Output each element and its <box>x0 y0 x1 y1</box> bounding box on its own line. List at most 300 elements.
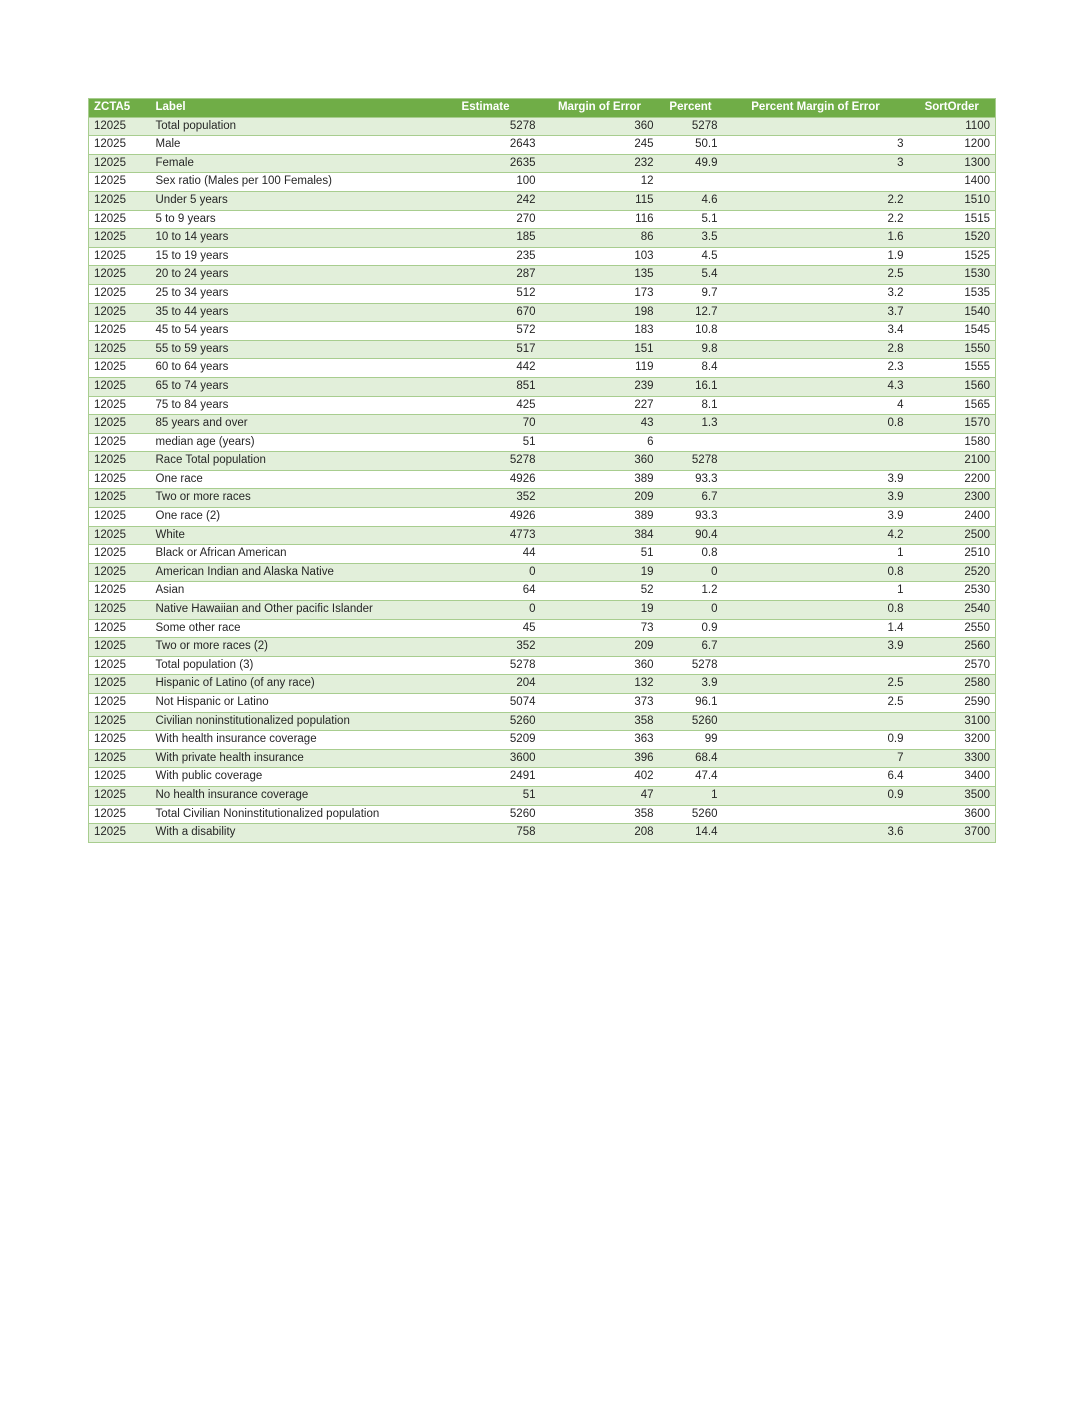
cell-percent: 3.5 <box>659 229 723 248</box>
cell-percent: 6.7 <box>659 638 723 657</box>
cell-estimate: 5260 <box>431 805 541 824</box>
cell-zcta5: 12025 <box>89 396 151 415</box>
cell-estimate: 517 <box>431 340 541 359</box>
cell-margin_of_error: 116 <box>541 210 659 229</box>
cell-percent_margin_of_error <box>723 117 909 136</box>
cell-percent: 47.4 <box>659 768 723 787</box>
table-row <box>89 173 996 192</box>
cell-percent: 96.1 <box>659 694 723 713</box>
cell-sort_order: 1520 <box>909 229 996 248</box>
cell-zcta5: 12025 <box>89 154 151 173</box>
cell-margin_of_error: 151 <box>541 340 659 359</box>
cell-sort_order: 2510 <box>909 545 996 564</box>
table-row <box>89 656 996 675</box>
cell-sort_order: 1535 <box>909 284 996 303</box>
cell-percent_margin_of_error: 2.5 <box>723 266 909 285</box>
cell-label: Total population (3) <box>151 656 431 675</box>
cell-zcta5: 12025 <box>89 377 151 396</box>
cell-percent_margin_of_error: 1.4 <box>723 619 909 638</box>
cell-margin_of_error: 232 <box>541 154 659 173</box>
cell-estimate: 5074 <box>431 694 541 713</box>
cell-label: median age (years) <box>151 433 431 452</box>
cell-percent_margin_of_error <box>723 452 909 471</box>
cell-margin_of_error: 358 <box>541 712 659 731</box>
cell-zcta5: 12025 <box>89 452 151 471</box>
cell-label: Not Hispanic or Latino <box>151 694 431 713</box>
cell-percent_margin_of_error: 4.2 <box>723 526 909 545</box>
cell-zcta5: 12025 <box>89 601 151 620</box>
cell-percent: 9.8 <box>659 340 723 359</box>
cell-margin_of_error: 43 <box>541 415 659 434</box>
table-row <box>89 229 996 248</box>
table-row <box>89 563 996 582</box>
cell-percent_margin_of_error: 0.9 <box>723 731 909 750</box>
cell-label: Female <box>151 154 431 173</box>
cell-label: Hispanic of Latino (of any race) <box>151 675 431 694</box>
cell-percent: 49.9 <box>659 154 723 173</box>
cell-margin_of_error: 52 <box>541 582 659 601</box>
cell-margin_of_error: 103 <box>541 247 659 266</box>
cell-percent_margin_of_error: 4 <box>723 396 909 415</box>
cell-sort_order: 1100 <box>909 117 996 136</box>
table-row <box>89 415 996 434</box>
table-row <box>89 805 996 824</box>
cell-estimate: 5278 <box>431 117 541 136</box>
cell-estimate: 51 <box>431 433 541 452</box>
cell-label: Civilian noninstitutionalized population <box>151 712 431 731</box>
cell-label: 35 to 44 years <box>151 303 431 322</box>
cell-percent: 4.5 <box>659 247 723 266</box>
cell-estimate: 5278 <box>431 656 541 675</box>
cell-zcta5: 12025 <box>89 638 151 657</box>
cell-percent_margin_of_error: 3.9 <box>723 638 909 657</box>
cell-sort_order: 1540 <box>909 303 996 322</box>
table-row <box>89 322 996 341</box>
cell-label: With a disability <box>151 824 431 843</box>
cell-percent_margin_of_error: 3.4 <box>723 322 909 341</box>
cell-zcta5: 12025 <box>89 619 151 638</box>
cell-sort_order: 1515 <box>909 210 996 229</box>
cell-label: 45 to 54 years <box>151 322 431 341</box>
cell-zcta5: 12025 <box>89 582 151 601</box>
table-row <box>89 545 996 564</box>
cell-sort_order: 1300 <box>909 154 996 173</box>
column-header-label: Label <box>151 99 431 118</box>
cell-percent_margin_of_error: 3 <box>723 154 909 173</box>
table-row <box>89 786 996 805</box>
table-header <box>89 99 996 118</box>
cell-percent_margin_of_error: 3.9 <box>723 470 909 489</box>
cell-sort_order: 1560 <box>909 377 996 396</box>
cell-percent_margin_of_error: 1.9 <box>723 247 909 266</box>
cell-percent: 93.3 <box>659 508 723 527</box>
cell-sort_order: 2590 <box>909 694 996 713</box>
cell-zcta5: 12025 <box>89 303 151 322</box>
cell-estimate: 2491 <box>431 768 541 787</box>
cell-sort_order: 2580 <box>909 675 996 694</box>
cell-zcta5: 12025 <box>89 489 151 508</box>
cell-margin_of_error: 19 <box>541 563 659 582</box>
table-row <box>89 377 996 396</box>
cell-sort_order: 1400 <box>909 173 996 192</box>
cell-percent_margin_of_error <box>723 433 909 452</box>
table-row <box>89 452 996 471</box>
cell-sort_order: 1530 <box>909 266 996 285</box>
cell-margin_of_error: 227 <box>541 396 659 415</box>
table-row <box>89 303 996 322</box>
table-row <box>89 749 996 768</box>
cell-percent: 10.8 <box>659 322 723 341</box>
cell-sort_order: 3300 <box>909 749 996 768</box>
cell-percent: 5260 <box>659 712 723 731</box>
cell-percent: 1.2 <box>659 582 723 601</box>
cell-estimate: 235 <box>431 247 541 266</box>
cell-zcta5: 12025 <box>89 563 151 582</box>
table-row <box>89 768 996 787</box>
column-header-estimate: Estimate <box>431 99 541 118</box>
cell-estimate: 4926 <box>431 508 541 527</box>
cell-sort_order: 2200 <box>909 470 996 489</box>
cell-percent_margin_of_error: 2.2 <box>723 191 909 210</box>
cell-zcta5: 12025 <box>89 526 151 545</box>
cell-zcta5: 12025 <box>89 805 151 824</box>
table-row <box>89 210 996 229</box>
cell-sort_order: 2500 <box>909 526 996 545</box>
table-row <box>89 508 996 527</box>
cell-margin_of_error: 119 <box>541 359 659 378</box>
cell-label: Total population <box>151 117 431 136</box>
cell-percent: 8.1 <box>659 396 723 415</box>
table-row <box>89 712 996 731</box>
table-row <box>89 619 996 638</box>
cell-label: Two or more races <box>151 489 431 508</box>
cell-sort_order: 3600 <box>909 805 996 824</box>
cell-estimate: 2635 <box>431 154 541 173</box>
cell-zcta5: 12025 <box>89 266 151 285</box>
cell-estimate: 287 <box>431 266 541 285</box>
cell-estimate: 44 <box>431 545 541 564</box>
cell-zcta5: 12025 <box>89 768 151 787</box>
cell-percent: 93.3 <box>659 470 723 489</box>
cell-label: Total Civilian Noninstitutionalized population <box>151 805 431 824</box>
table-row <box>89 731 996 750</box>
cell-percent: 5.1 <box>659 210 723 229</box>
cell-label: Race Total population <box>151 452 431 471</box>
cell-percent: 1.3 <box>659 415 723 434</box>
cell-label: 10 to 14 years <box>151 229 431 248</box>
cell-percent_margin_of_error: 1 <box>723 545 909 564</box>
cell-margin_of_error: 132 <box>541 675 659 694</box>
header-row <box>89 99 996 118</box>
column-header-sortorder: SortOrder <box>909 99 996 118</box>
cell-margin_of_error: 12 <box>541 173 659 192</box>
cell-margin_of_error: 360 <box>541 452 659 471</box>
cell-percent: 0 <box>659 601 723 620</box>
table-row <box>89 675 996 694</box>
cell-estimate: 5209 <box>431 731 541 750</box>
cell-margin_of_error: 358 <box>541 805 659 824</box>
cell-sort_order: 2530 <box>909 582 996 601</box>
cell-zcta5: 12025 <box>89 322 151 341</box>
cell-zcta5: 12025 <box>89 284 151 303</box>
cell-percent_margin_of_error: 0.8 <box>723 563 909 582</box>
cell-estimate: 5278 <box>431 452 541 471</box>
cell-percent_margin_of_error: 1 <box>723 582 909 601</box>
cell-estimate: 64 <box>431 582 541 601</box>
cell-zcta5: 12025 <box>89 712 151 731</box>
cell-label: 65 to 74 years <box>151 377 431 396</box>
cell-percent: 0 <box>659 563 723 582</box>
cell-margin_of_error: 86 <box>541 229 659 248</box>
cell-percent_margin_of_error: 3.9 <box>723 508 909 527</box>
cell-margin_of_error: 135 <box>541 266 659 285</box>
table-row <box>89 489 996 508</box>
cell-percent_margin_of_error: 2.2 <box>723 210 909 229</box>
cell-sort_order: 1525 <box>909 247 996 266</box>
cell-percent_margin_of_error: 3.6 <box>723 824 909 843</box>
table-row <box>89 359 996 378</box>
cell-zcta5: 12025 <box>89 191 151 210</box>
cell-percent <box>659 433 723 452</box>
cell-label: Under 5 years <box>151 191 431 210</box>
cell-percent_margin_of_error <box>723 173 909 192</box>
cell-label: One race <box>151 470 431 489</box>
cell-sort_order: 3100 <box>909 712 996 731</box>
cell-margin_of_error: 389 <box>541 508 659 527</box>
cell-percent_margin_of_error: 7 <box>723 749 909 768</box>
cell-estimate: 851 <box>431 377 541 396</box>
table-row <box>89 284 996 303</box>
cell-percent: 50.1 <box>659 136 723 155</box>
column-header-percent-margin-of-error: Percent Margin of Error <box>723 99 909 118</box>
cell-label: 20 to 24 years <box>151 266 431 285</box>
cell-sort_order: 2560 <box>909 638 996 657</box>
cell-label: No health insurance coverage <box>151 786 431 805</box>
cell-percent: 5260 <box>659 805 723 824</box>
cell-estimate: 3600 <box>431 749 541 768</box>
cell-margin_of_error: 47 <box>541 786 659 805</box>
cell-sort_order: 2540 <box>909 601 996 620</box>
cell-estimate: 4773 <box>431 526 541 545</box>
cell-margin_of_error: 51 <box>541 545 659 564</box>
cell-estimate: 45 <box>431 619 541 638</box>
cell-sort_order: 3500 <box>909 786 996 805</box>
cell-label: Male <box>151 136 431 155</box>
cell-percent_margin_of_error: 3.9 <box>723 489 909 508</box>
cell-label: 55 to 59 years <box>151 340 431 359</box>
cell-percent: 8.4 <box>659 359 723 378</box>
cell-zcta5: 12025 <box>89 359 151 378</box>
cell-sort_order: 3200 <box>909 731 996 750</box>
cell-zcta5: 12025 <box>89 173 151 192</box>
cell-margin_of_error: 396 <box>541 749 659 768</box>
cell-sort_order: 1545 <box>909 322 996 341</box>
cell-estimate: 204 <box>431 675 541 694</box>
cell-sort_order: 1570 <box>909 415 996 434</box>
table-row <box>89 154 996 173</box>
cell-label: With private health insurance <box>151 749 431 768</box>
cell-label: Asian <box>151 582 431 601</box>
cell-estimate: 270 <box>431 210 541 229</box>
cell-sort_order: 2520 <box>909 563 996 582</box>
table-row <box>89 526 996 545</box>
table-row <box>89 136 996 155</box>
cell-percent: 0.9 <box>659 619 723 638</box>
cell-label: 25 to 34 years <box>151 284 431 303</box>
cell-percent: 1 <box>659 786 723 805</box>
cell-zcta5: 12025 <box>89 731 151 750</box>
table-row <box>89 191 996 210</box>
cell-percent: 5.4 <box>659 266 723 285</box>
cell-estimate: 352 <box>431 638 541 657</box>
cell-estimate: 352 <box>431 489 541 508</box>
cell-percent_margin_of_error: 3.2 <box>723 284 909 303</box>
cell-estimate: 0 <box>431 601 541 620</box>
cell-label: 5 to 9 years <box>151 210 431 229</box>
cell-estimate: 5260 <box>431 712 541 731</box>
cell-margin_of_error: 360 <box>541 117 659 136</box>
cell-zcta5: 12025 <box>89 508 151 527</box>
cell-percent: 3.9 <box>659 675 723 694</box>
cell-estimate: 0 <box>431 563 541 582</box>
table-body <box>89 117 996 842</box>
cell-percent: 16.1 <box>659 377 723 396</box>
cell-percent_margin_of_error <box>723 656 909 675</box>
cell-estimate: 572 <box>431 322 541 341</box>
table-row <box>89 601 996 620</box>
table-row <box>89 266 996 285</box>
cell-zcta5: 12025 <box>89 749 151 768</box>
cell-percent_margin_of_error <box>723 712 909 731</box>
cell-percent_margin_of_error: 4.3 <box>723 377 909 396</box>
cell-sort_order: 1565 <box>909 396 996 415</box>
cell-estimate: 2643 <box>431 136 541 155</box>
cell-estimate: 670 <box>431 303 541 322</box>
cell-margin_of_error: 19 <box>541 601 659 620</box>
cell-percent_margin_of_error: 0.9 <box>723 786 909 805</box>
cell-sort_order: 2550 <box>909 619 996 638</box>
zcta-data-table <box>88 98 996 843</box>
cell-percent: 90.4 <box>659 526 723 545</box>
cell-margin_of_error: 360 <box>541 656 659 675</box>
cell-percent: 99 <box>659 731 723 750</box>
cell-estimate: 51 <box>431 786 541 805</box>
table-row <box>89 396 996 415</box>
cell-zcta5: 12025 <box>89 786 151 805</box>
cell-percent: 9.7 <box>659 284 723 303</box>
cell-percent_margin_of_error <box>723 805 909 824</box>
cell-margin_of_error: 402 <box>541 768 659 787</box>
cell-label: American Indian and Alaska Native <box>151 563 431 582</box>
cell-label: One race (2) <box>151 508 431 527</box>
cell-margin_of_error: 384 <box>541 526 659 545</box>
cell-percent_margin_of_error: 2.3 <box>723 359 909 378</box>
cell-percent_margin_of_error: 6.4 <box>723 768 909 787</box>
cell-margin_of_error: 389 <box>541 470 659 489</box>
cell-margin_of_error: 183 <box>541 322 659 341</box>
cell-estimate: 185 <box>431 229 541 248</box>
cell-sort_order: 2300 <box>909 489 996 508</box>
cell-margin_of_error: 363 <box>541 731 659 750</box>
cell-margin_of_error: 209 <box>541 638 659 657</box>
cell-zcta5: 12025 <box>89 545 151 564</box>
cell-zcta5: 12025 <box>89 136 151 155</box>
cell-sort_order: 1555 <box>909 359 996 378</box>
cell-sort_order: 2100 <box>909 452 996 471</box>
cell-percent <box>659 173 723 192</box>
cell-label: 75 to 84 years <box>151 396 431 415</box>
cell-sort_order: 1580 <box>909 433 996 452</box>
cell-margin_of_error: 208 <box>541 824 659 843</box>
cell-label: 85 years and over <box>151 415 431 434</box>
cell-zcta5: 12025 <box>89 229 151 248</box>
cell-label: Black or African American <box>151 545 431 564</box>
table-row <box>89 117 996 136</box>
cell-zcta5: 12025 <box>89 656 151 675</box>
cell-zcta5: 12025 <box>89 470 151 489</box>
cell-sort_order: 3400 <box>909 768 996 787</box>
cell-estimate: 242 <box>431 191 541 210</box>
cell-margin_of_error: 115 <box>541 191 659 210</box>
cell-estimate: 100 <box>431 173 541 192</box>
cell-percent_margin_of_error: 2.8 <box>723 340 909 359</box>
column-header-margin-of-error: Margin of Error <box>541 99 659 118</box>
cell-sort_order: 2400 <box>909 508 996 527</box>
cell-percent_margin_of_error: 0.8 <box>723 601 909 620</box>
cell-zcta5: 12025 <box>89 675 151 694</box>
cell-label: With health insurance coverage <box>151 731 431 750</box>
cell-zcta5: 12025 <box>89 824 151 843</box>
cell-percent: 12.7 <box>659 303 723 322</box>
cell-percent: 68.4 <box>659 749 723 768</box>
table-row <box>89 694 996 713</box>
cell-margin_of_error: 373 <box>541 694 659 713</box>
cell-label: 15 to 19 years <box>151 247 431 266</box>
cell-margin_of_error: 73 <box>541 619 659 638</box>
cell-label: Native Hawaiian and Other pacific Islander <box>151 601 431 620</box>
cell-zcta5: 12025 <box>89 415 151 434</box>
cell-percent_margin_of_error: 1.6 <box>723 229 909 248</box>
cell-percent_margin_of_error: 3.7 <box>723 303 909 322</box>
cell-percent_margin_of_error: 2.5 <box>723 675 909 694</box>
cell-percent: 14.4 <box>659 824 723 843</box>
cell-label: Two or more races (2) <box>151 638 431 657</box>
table-row <box>89 247 996 266</box>
cell-label: With public coverage <box>151 768 431 787</box>
cell-percent: 4.6 <box>659 191 723 210</box>
cell-sort_order: 1510 <box>909 191 996 210</box>
table-row <box>89 470 996 489</box>
cell-percent: 5278 <box>659 452 723 471</box>
cell-percent: 5278 <box>659 117 723 136</box>
cell-label: White <box>151 526 431 545</box>
cell-sort_order: 3700 <box>909 824 996 843</box>
cell-estimate: 425 <box>431 396 541 415</box>
table-row <box>89 638 996 657</box>
cell-zcta5: 12025 <box>89 117 151 136</box>
cell-sort_order: 1200 <box>909 136 996 155</box>
cell-margin_of_error: 198 <box>541 303 659 322</box>
cell-margin_of_error: 245 <box>541 136 659 155</box>
cell-zcta5: 12025 <box>89 210 151 229</box>
cell-estimate: 758 <box>431 824 541 843</box>
cell-percent: 6.7 <box>659 489 723 508</box>
cell-percent: 5278 <box>659 656 723 675</box>
cell-label: Sex ratio (Males per 100 Females) <box>151 173 431 192</box>
cell-label: Some other race <box>151 619 431 638</box>
cell-zcta5: 12025 <box>89 247 151 266</box>
cell-estimate: 70 <box>431 415 541 434</box>
